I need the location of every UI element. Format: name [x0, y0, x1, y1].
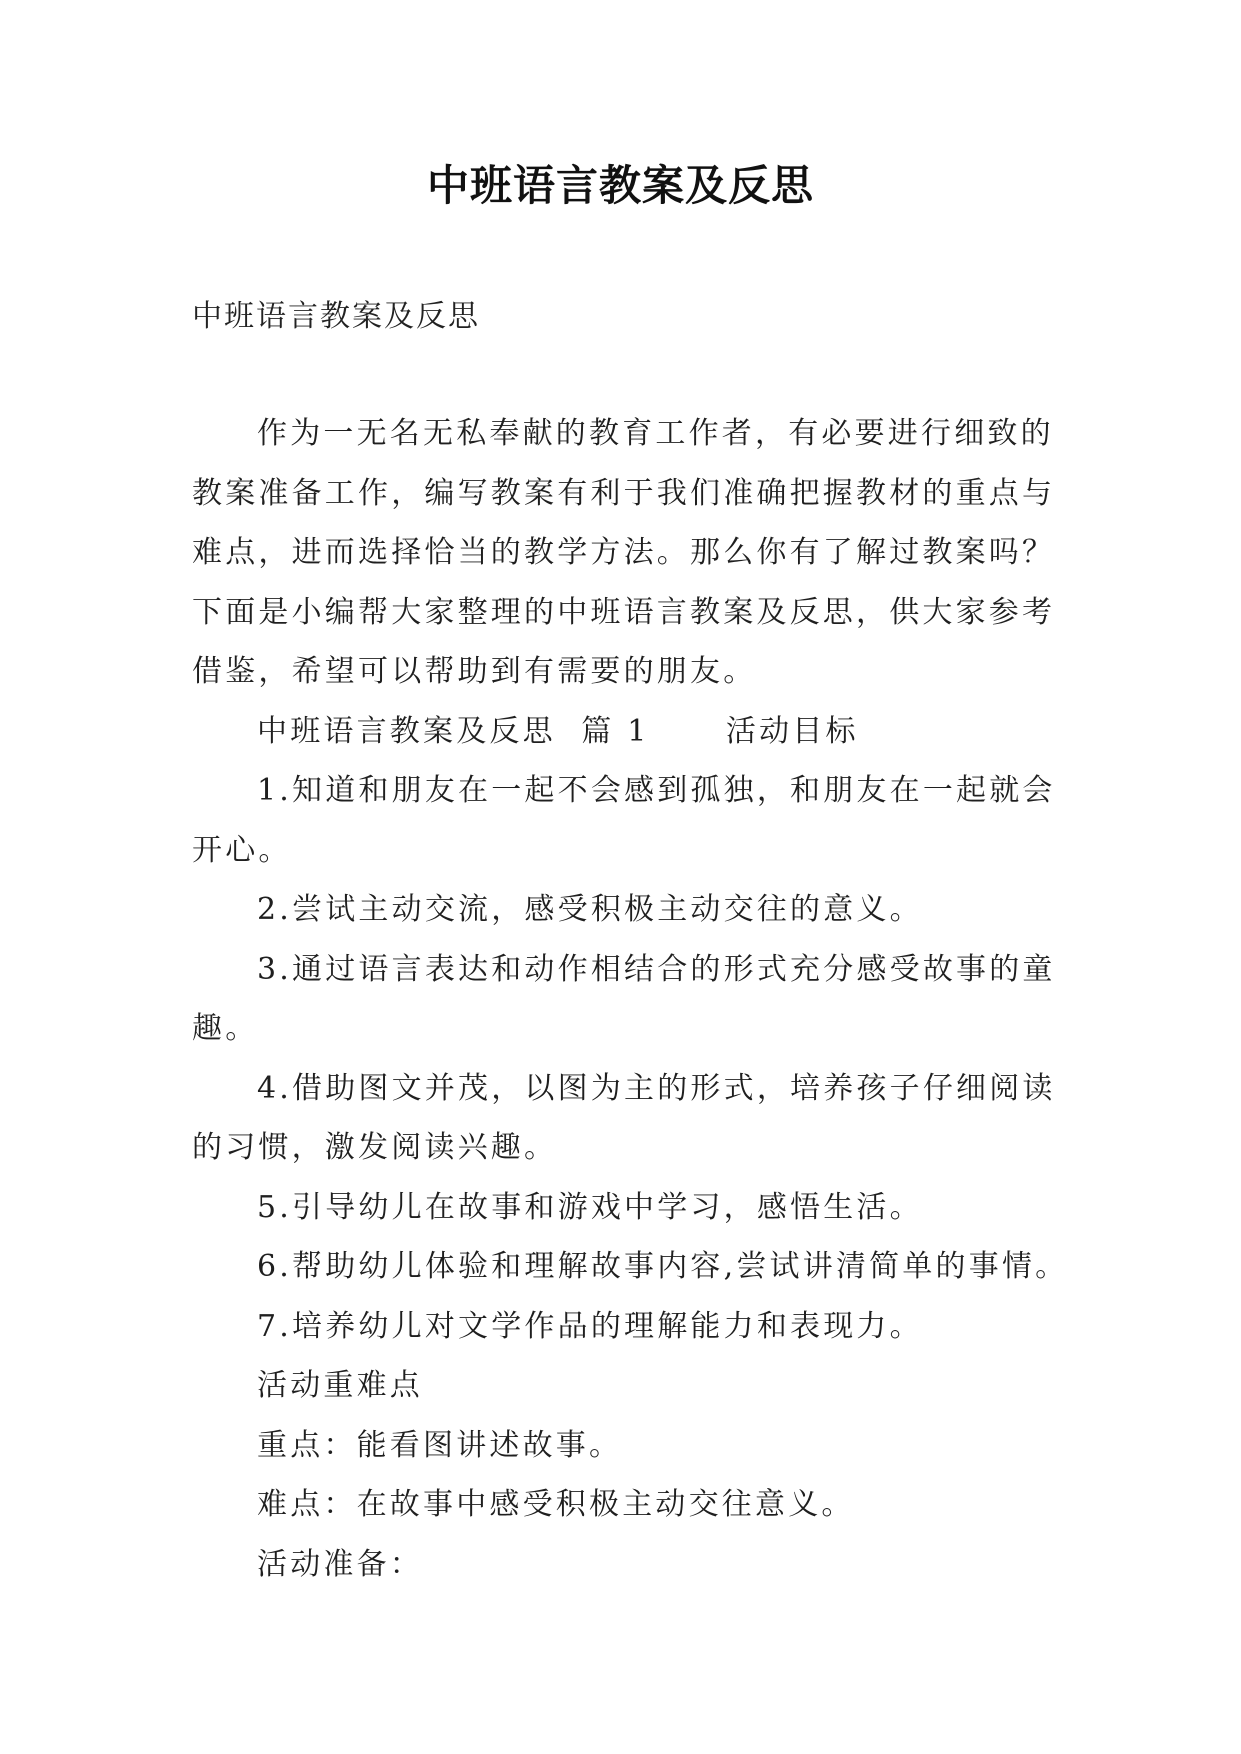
- goal-item: 7.培养幼儿对文学作品的理解能力和表现力。: [257, 1308, 923, 1344]
- goal-item: 5.引导幼儿在故事和游戏中学习，感悟生活。: [257, 1189, 923, 1225]
- difficult-point: 难点：在故事中感受积极主动交往意义。: [257, 1487, 855, 1522]
- goal-item: 2.尝试主动交流，感受积极主动交往的意义。: [257, 892, 923, 927]
- goal-item: 3.通过语言表达和动作相结合的形式充分感受故事的童趣。: [192, 951, 1056, 1046]
- document-body: [192, 404, 1072, 1594]
- document-subtitle: 中班语言教案及反思: [192, 299, 480, 334]
- document-title: 中班语言教案及反思: [426, 161, 814, 210]
- intro-paragraph: 作为一无名无私奉献的教育工作者，有必要进行细致的教案准备工作，编写教案有利于我们准确把握教材的重点与难点，进而选择恰当的教学方法。那么你有了解过教案吗？下面是小编帮大家整理的中班语言教案及反思，供大家参考借鉴，希望可以帮助到有需要的朋友。: [192, 416, 1056, 689]
- key-point: 重点：能看图讲述故事。: [257, 1427, 623, 1463]
- goal-item: 6.帮助幼儿体验和理解故事内容,尝试讲清简单的事情。: [257, 1249, 1069, 1284]
- goal-item: 4.借助图文并茂，以图为主的形式，培养孩子仔细阅读的习惯，激发阅读兴趣。: [192, 1070, 1056, 1165]
- preparation-heading: 活动准备：: [257, 1546, 423, 1582]
- key-points-heading: 活动重难点: [257, 1368, 423, 1403]
- section-heading: 中班语言教案及反思 篇 1 活动目标: [257, 713, 859, 749]
- goal-item: 1.知道和朋友在一起不会感到孤独，和朋友在一起就会开心。: [192, 773, 1056, 868]
